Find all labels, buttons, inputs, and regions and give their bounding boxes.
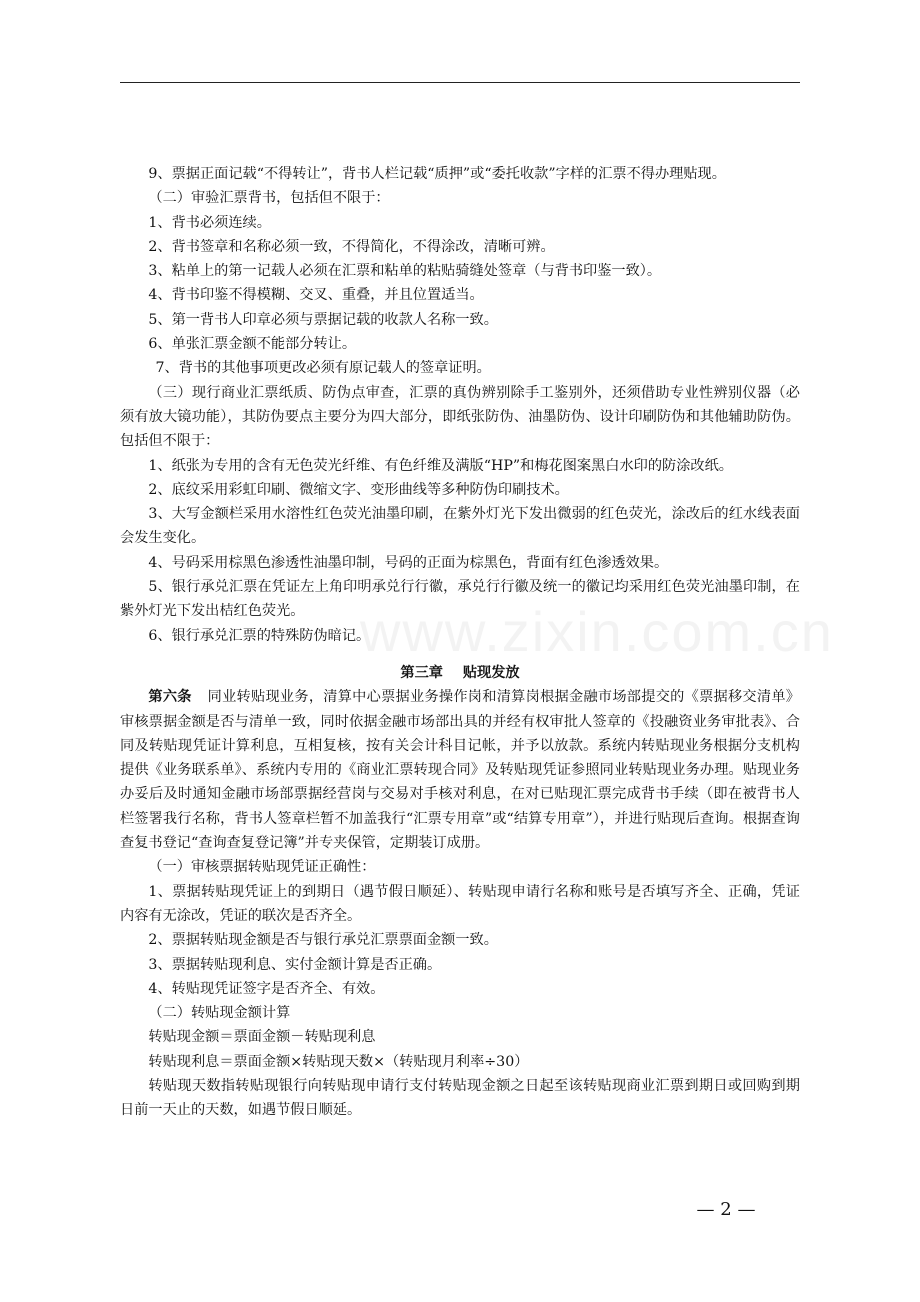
article-6-paragraph <box>120 685 800 855</box>
list-item: 6、单张汇票金额不能部分转让。 <box>148 336 357 353</box>
list-item: 5、银行承兑汇票在凭证左上角印明承兑行行徽，承兑行行徽及统一的徽记均采用红色荧光油墨印制，在紫外灯光下发出桔红色荧光。 <box>120 579 800 620</box>
list-item: 2、底纹采用彩虹印刷、微缩文字、变形曲线等多种防伪印刷技术。 <box>148 481 569 498</box>
list-item: 3、大写金额栏采用水溶性红色荧光油墨印刷，在紫外灯光下发出微弱的红色荧光，涂改后的红水线表面会发生变化。 <box>120 506 800 547</box>
subheading-voucher-review: （一）审核票据转贴现凭证正确性： <box>148 859 376 876</box>
chapter-number: 第三章 <box>400 664 443 681</box>
list-item: 2、背书签章和名称必须一致，不得简化，不得涂改，清晰可辨。 <box>148 238 555 255</box>
list-item: 6、银行承兑汇票的特殊防伪暗记。 <box>148 627 371 644</box>
document-body <box>120 162 834 1123</box>
list-item: 4、背书印鉴不得模糊、交叉、重叠，并且位置适当。 <box>148 287 484 304</box>
list-item: 5、第一背书人印章必须与票据记载的收款人名称一致。 <box>148 311 498 328</box>
page-number: — 2 — <box>696 1199 756 1220</box>
subheading-anticounterfeit: （三）现行商业汇票纸质、防伪点审查，汇票的真伪辨别除手工鉴别外，还须借助专业性辨别仪器（必须有放大镜功能），其防伪要点主要分为四大部分，即纸张防伪、油墨防伪、设计印刷防伪和其他辅助防伪。包括但不限于： <box>120 384 800 450</box>
formula-amount: 转贴现金额＝票面金额－转贴现利息 <box>148 1029 376 1046</box>
article-body: 同业转贴现业务，清算中心票据业务操作岗和清算岗根据金融市场部提交的《票据移交清单》审核票据金额是否与清单一致，同时依据金融市场部出具的并经有权审批人签章的《投融资业务审批表》、合同及转贴现凭证计算利息，互相复核，按有关会计科目记帐，并予以放款。系统内转贴现业务根据分支机构提供《业务联系单》、系统内专用的《商业汇票转现合同》及转贴现凭证参照同业转贴现业务办理。贴现业务办妥后及时通知金融市场部票据经营岗与交易对手核对利息，在对已贴现汇票完成背书手续（即在被背书人栏签署我行名称，背书人签章栏暂不加盖我行“汇票专用章”或“结算专用章”），并进行贴现后查询。根据查询查复书登记“查询查复登记簿”并专夹保管，定期装订成册。 <box>120 689 800 852</box>
list-item: 4、号码采用棕黑色渗透性油墨印制，号码的正面为棕黑色，背面有红色渗透效果。 <box>148 554 669 571</box>
chapter-heading <box>120 661 800 685</box>
list-item: 3、粘单上的第一记载人必须在汇票和粘单的粘贴骑缝处签章（与背书印鉴一致）。 <box>148 263 662 280</box>
watermark: www.zixin.com.cn <box>360 600 834 663</box>
article-label: 第六条 <box>148 689 192 706</box>
paragraph-item-9: 9、票据正面记载“不得转让”，背书人栏记载“质押”或“委托收款”字样的汇票不得办理贴现。 <box>148 166 726 182</box>
chapter-title: 贴现发放 <box>462 664 520 681</box>
list-item: 1、背书必须连续。 <box>148 214 271 231</box>
list-item: 1、纸张为专用的含有无色荧光纤维、有色纤维及满版“HP”和梅花图案黑白水印的防涂改纸。 <box>148 457 733 474</box>
subheading-amount-calculation: （二）转贴现金额计算 <box>148 1005 291 1022</box>
list-item: 4、转贴现凭证签字是否齐全、有效。 <box>148 980 385 997</box>
subheading-endorsement-review: （二）审验汇票背书，包括但不限于： <box>148 190 390 207</box>
list-item: 1、票据转贴现凭证上的到期日（遇节假日顺延）、转贴现申请行名称和账号是否填写齐全、正确，凭证内容有无涂改，凭证的联次是否齐全。 <box>120 883 800 924</box>
formula-interest: 转贴现利息＝票面金额×转贴现天数×（转贴现月利率÷30） <box>148 1053 529 1070</box>
list-item: 7、背书的其他事项更改必须有原记载人的签章证明。 <box>155 360 491 377</box>
paragraph-days-note: 转贴现天数指转贴现银行向转贴现申请行支付转贴现金额之日起至该转贴现商业汇票到期日或回购到期日前一天止的天数，如遇节假日顺延。 <box>120 1077 800 1119</box>
list-item: 2、票据转贴现金额是否与银行承兑汇票票面金额一致。 <box>148 932 498 949</box>
list-item: 3、票据转贴现利息、实付金额计算是否正确。 <box>148 956 442 973</box>
header-rule <box>120 82 800 83</box>
